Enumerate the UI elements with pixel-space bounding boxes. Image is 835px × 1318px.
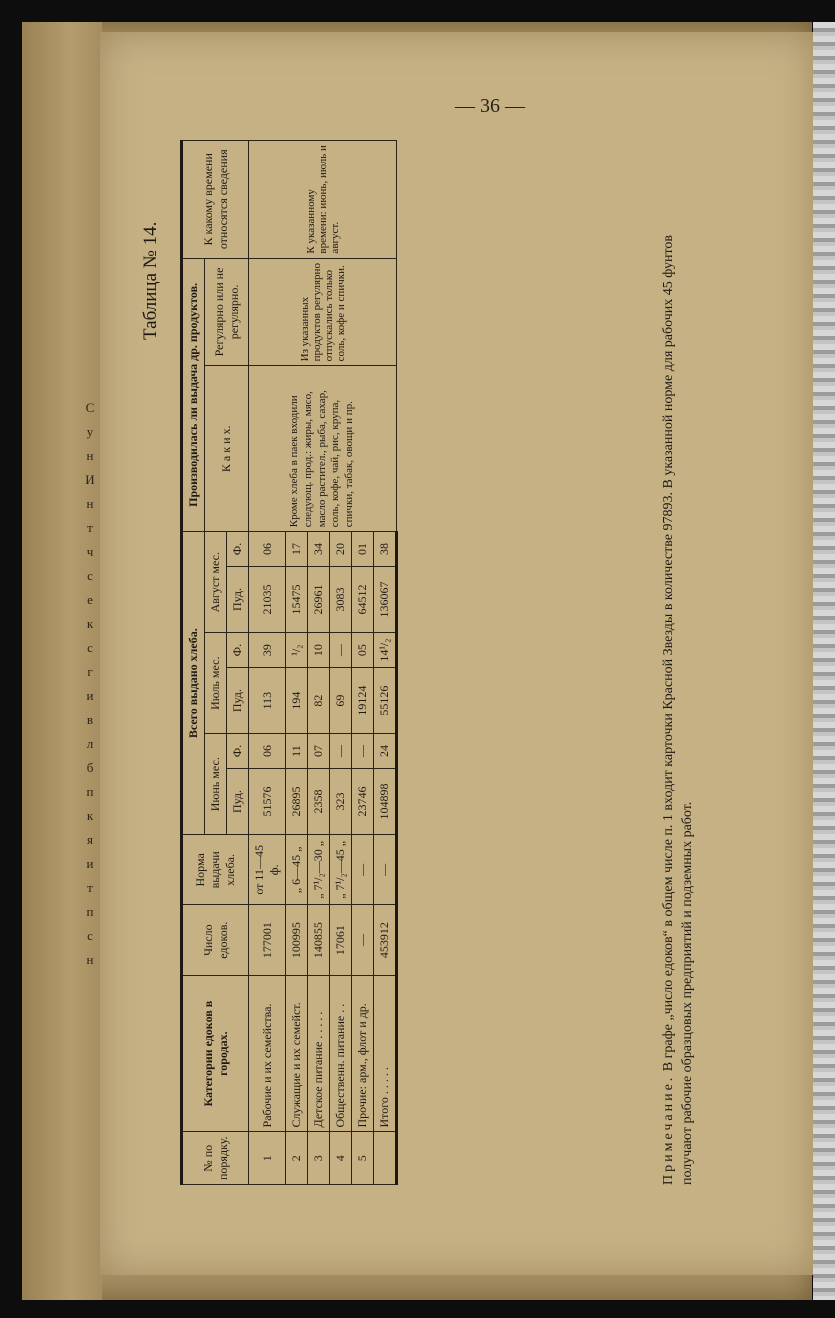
row-number: 3 (308, 1132, 330, 1185)
row-july-f: 39 (249, 633, 286, 668)
row-june-pud: 23746 (352, 768, 374, 834)
table-row (249, 141, 286, 1185)
fragment-letter: г (87, 664, 93, 679)
row-aug-f: 34 (308, 532, 330, 567)
col-july: Июль мес. (205, 633, 227, 734)
binding-strip (813, 22, 835, 1300)
row-category: Служащие и их семейст. (286, 975, 308, 1132)
fragment-letter: и (86, 688, 94, 703)
page-number: — 36 — (455, 95, 525, 117)
fragment-letter: е (87, 592, 93, 607)
row-aug-pud: 26961 (308, 566, 330, 632)
row-june-f: 11 (286, 734, 308, 769)
fragment-letter: б (86, 760, 94, 775)
total-norm: — (374, 835, 397, 905)
row-aug-f: 06 (249, 532, 286, 567)
col-products: Производилась ли выдача др. продуктов. (182, 258, 205, 532)
rotated-table-area (120, 140, 720, 1190)
col-june-pud: Пуд. (227, 768, 249, 834)
col-july-pud: Пуд. (227, 668, 249, 734)
row-july-pud: 69 (330, 668, 352, 734)
row-number: 4 (330, 1132, 352, 1185)
left-page-fragment (80, 400, 100, 975)
note-text: В графе „число едоков“ в общем числе п. 1 входит карточки Красной Звезды в количестве 97893. В указанной норме для рабочих 45 фунтов получают рабочие образцовых предприятий и подземных работ. (661, 234, 695, 1185)
row-july-f: 10 (308, 633, 330, 668)
total-no (374, 1132, 397, 1185)
row-july-pud: 194 (286, 668, 308, 734)
row-count: 177001 (249, 905, 286, 975)
fragment-letter: у (86, 424, 94, 439)
row-aug-f: 20 (330, 532, 352, 567)
row-category: Общественн. питание . . (330, 975, 352, 1132)
fragment-letter: с (87, 640, 93, 655)
table-title: Таблица № 14. (140, 221, 161, 340)
col-no: № по порядку. (182, 1132, 249, 1185)
fragment-letter: п (86, 784, 94, 799)
row-june-pud: 26895 (286, 768, 308, 834)
row-july-f: ¹/₂ (286, 633, 308, 668)
row-june-f: 07 (308, 734, 330, 769)
col-aug-pud: Пуд. (227, 566, 249, 632)
col-july-f: Ф. (227, 633, 249, 668)
row-july-pud: 82 (308, 668, 330, 734)
fragment-letter: И (85, 472, 95, 487)
row-norm: — (352, 835, 374, 905)
row-count: — (352, 905, 374, 975)
row-june-pud: 323 (330, 768, 352, 834)
total-july-f: 14¹/₂ (374, 633, 397, 668)
row-june-f: — (352, 734, 374, 769)
row-july-pud: 19124 (352, 668, 374, 734)
row-norm: „ 7¹/₂—30 „ (308, 835, 330, 905)
period-description: К указанному времени: июнь, июль и август. (249, 141, 397, 259)
fragment-letter: к (86, 616, 94, 631)
row-july-f: — (330, 633, 352, 668)
products-description: Кроме хлеба в паек входили следующ. прод.: жиры, мясо, масло растител., рыба, сахар, соль, кофе, чай, рис, крупа, спички, табак, овощи и пр. (249, 366, 397, 532)
col-period: К какому времени относятся сведения (182, 141, 249, 259)
total-label: Итого . . . . . (374, 975, 397, 1132)
col-norm: Норма выдачи хлеба. (182, 835, 249, 905)
row-aug-f: 17 (286, 532, 308, 567)
row-number: 5 (352, 1132, 374, 1185)
total-aug-pud: 136067 (374, 566, 397, 632)
fragment-letter: С (85, 400, 95, 415)
fragment-letter: ч (86, 544, 94, 559)
row-count: 140855 (308, 905, 330, 975)
total-aug-f: 38 (374, 532, 397, 567)
row-aug-pud: 15475 (286, 566, 308, 632)
note-label: Примечание. (661, 1074, 676, 1185)
col-count: Число едоков. (182, 905, 249, 975)
footnote (660, 185, 698, 1185)
row-aug-pud: 3083 (330, 566, 352, 632)
fragment-letter: н (86, 952, 94, 967)
row-norm: „ 6—45 „ (286, 835, 308, 905)
row-count: 17061 (330, 905, 352, 975)
row-category: Прочие: арм., флот и др. (352, 975, 374, 1132)
col-regular: Регулярно или не регулярно. (205, 258, 249, 366)
row-aug-pud: 21035 (249, 566, 286, 632)
total-june-f: 24 (374, 734, 397, 769)
fragment-letter: л (86, 736, 94, 751)
fragment-letter: с (87, 928, 93, 943)
row-category: Детское питание . . . . . (308, 975, 330, 1132)
total-july-pud: 55126 (374, 668, 397, 734)
row-june-f: — (330, 734, 352, 769)
fragment-letter: к (86, 808, 94, 823)
fragment-letter: н (86, 496, 94, 511)
col-total-bread: Всего выдано хлеба. (182, 532, 205, 835)
fragment-letter: в (86, 712, 94, 727)
col-june: Июнь мес. (205, 734, 227, 835)
row-number: 1 (249, 1132, 286, 1185)
fragment-letter: н (86, 448, 94, 463)
fragment-letter: т (87, 880, 93, 895)
row-norm: „ 7¹/₂—45 „ (330, 835, 352, 905)
row-june-f: 06 (249, 734, 286, 769)
row-aug-pud: 64512 (352, 566, 374, 632)
row-number: 2 (286, 1132, 308, 1185)
col-august: Август мес. (205, 532, 227, 633)
fragment-letter: п (86, 904, 94, 919)
bread-distribution-table (180, 140, 398, 1185)
col-category: Категории едоков в городах. (182, 975, 249, 1132)
row-june-pud: 51576 (249, 768, 286, 834)
row-count: 100995 (286, 905, 308, 975)
row-aug-f: 01 (352, 532, 374, 567)
row-july-f: 05 (352, 633, 374, 668)
row-june-pud: 2358 (308, 768, 330, 834)
total-june-pud: 104898 (374, 768, 397, 834)
regular-description: Из указанных продуктов регулярно отпускались только соль, кофе и спички. (249, 258, 397, 366)
col-june-f: Ф. (227, 734, 249, 769)
col-aug-f: Ф. (227, 532, 249, 567)
row-category: Рабочие и их семейства. (249, 975, 286, 1132)
row-norm: от 11—45 ф. (249, 835, 286, 905)
fragment-letter: и (86, 856, 94, 871)
fragment-letter: я (87, 832, 93, 847)
row-july-pud: 113 (249, 668, 286, 734)
fragment-letter: т (87, 520, 93, 535)
fragment-letter: с (87, 568, 93, 583)
total-count: 453912 (374, 905, 397, 975)
col-which: К а к и х. (205, 366, 249, 532)
